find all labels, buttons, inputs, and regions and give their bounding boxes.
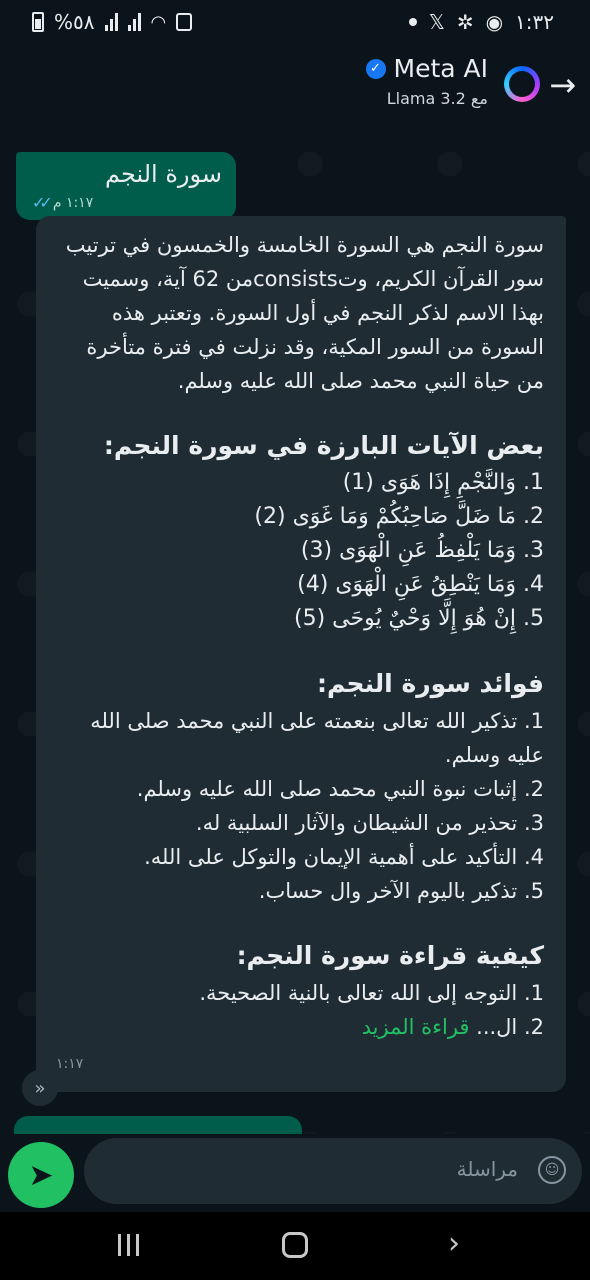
list-item: 3. وَمَا يَلْفِظُ عَنِ الْهَوَى (3) xyxy=(300,538,544,563)
contact-info[interactable] xyxy=(366,54,489,108)
chat-subtitle: مع Llama 3.2 xyxy=(386,89,488,108)
message-input[interactable] xyxy=(84,1138,582,1204)
status-left xyxy=(32,10,192,34)
threads-icon: ✲ xyxy=(456,10,474,34)
verses-heading: بعض الآيات البارزة في سورة النجم: xyxy=(103,431,544,460)
benefits-heading: فوائد سورة النجم: xyxy=(316,669,544,698)
benefits-list xyxy=(58,704,544,908)
system-nav-bar xyxy=(0,1212,590,1280)
list-item: 5. تذكير باليوم الآخر وال حساب. xyxy=(258,879,544,903)
status-bar xyxy=(0,0,590,44)
read-ticks-icon: ✓✓ xyxy=(32,193,47,212)
double-chevron-down-icon: » xyxy=(34,1077,46,1099)
battery-percent: %٥٨ xyxy=(54,10,95,34)
outgoing-message-meta xyxy=(32,193,93,212)
chat-area[interactable] xyxy=(0,124,590,1134)
back-icon[interactable]: › xyxy=(448,1226,460,1261)
list-item: 1. وَالنَّجْمِ إِذَا هَوَى (1) xyxy=(342,470,544,495)
incoming-time: ١:١٧ xyxy=(56,1056,84,1072)
chat-title: Meta AI xyxy=(393,54,488,83)
x-app-icon: 𝕏 xyxy=(428,10,445,34)
outgoing-message-partial[interactable] xyxy=(14,1116,302,1134)
outgoing-message[interactable] xyxy=(16,152,236,220)
signal-icon xyxy=(105,13,118,31)
list-item: 2. مَا ضَلَّ صَاحِبُكُمْ وَمَا غَوَى (2) xyxy=(254,504,544,529)
list-item: 1. التوجه إلى الله تعالى بالنية الصحيحة. xyxy=(199,981,544,1005)
scroll-down-button[interactable] xyxy=(22,1070,58,1106)
status-right xyxy=(409,10,554,34)
home-icon[interactable] xyxy=(282,1232,308,1258)
list-item: 2. ال... قراءة المزيد xyxy=(361,1015,544,1039)
howto-list xyxy=(58,976,544,1044)
messenger-icon: ◉ xyxy=(485,10,504,34)
battery-icon xyxy=(32,12,44,32)
clock-time: ١:٣٢ xyxy=(515,10,554,34)
notification-dot-icon xyxy=(409,18,417,26)
recents-icon[interactable] xyxy=(118,1234,139,1256)
wifi-icon: ◠ xyxy=(150,11,167,33)
list-item: 4. التأكيد على أهمية الإيمان والتوكل على الله. xyxy=(144,845,544,869)
howto-heading: كيفية قراءة سورة النجم: xyxy=(236,941,544,970)
chat-header xyxy=(0,44,590,124)
list-item: 4. وَمَا يَنْطِقُ عَنِ الْهَوَى (4) xyxy=(297,572,544,597)
composer xyxy=(0,1134,590,1212)
verified-badge-icon: ✓ xyxy=(366,59,386,79)
list-item: 1. تذكير الله تعالى بنعمته على النبي محمد صلى الله عليه وسلم. xyxy=(90,709,544,767)
outgoing-message-text: سورة النجم xyxy=(105,160,222,188)
meta-ai-avatar[interactable] xyxy=(504,66,540,102)
signal-icon-2 xyxy=(128,13,141,31)
lock-icon xyxy=(176,13,192,31)
back-arrow-icon[interactable]: → xyxy=(549,66,576,104)
emoji-icon[interactable]: ☺ xyxy=(538,1156,566,1184)
send-icon: ➤ xyxy=(28,1157,54,1193)
list-item: 2. إثبات نبوة النبي محمد صلى الله عليه وسلم. xyxy=(136,777,544,801)
send-button[interactable] xyxy=(8,1142,74,1208)
message-placeholder: مراسلة xyxy=(456,1157,518,1181)
incoming-message[interactable] xyxy=(36,216,566,1092)
intro-paragraph: سورة النجم هي السورة الخامسة والخمسون في ترتيب سور القرآن الكريم، وتconsistsمن 62 آية، وسميت بهذا الاسم لذكر النجم في أول السورة. وتعتبر هذه السورة من السور المكية، وقد نزلت في فترة متأخرة من حياة النبي محمد صلى الله عليه وسلم. xyxy=(65,233,544,393)
verses-list xyxy=(58,466,544,636)
list-item: 5. إِنْ هُوَ إِلَّا وَحْيٌ يُوحَى (5) xyxy=(293,606,544,631)
outgoing-time: ١:١٧ م xyxy=(52,194,94,211)
list-item: 3. تحذير من الشيطان والآثار السلبية له. xyxy=(195,811,544,835)
read-more-link[interactable]: قراءة المزيد xyxy=(361,1015,470,1039)
